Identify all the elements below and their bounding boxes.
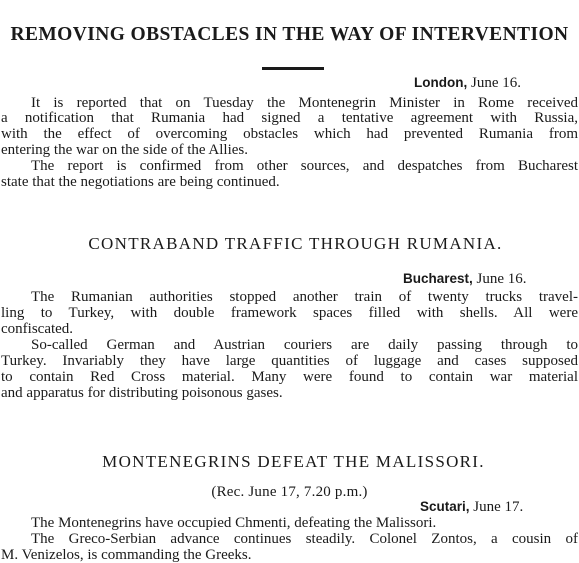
article-1-line: The report is confirmed from other sources, and despatches from Bucharest	[31, 158, 578, 174]
article-3-dateline	[420, 499, 523, 516]
article-2-line: to contain Red Cross material. Many were found to contain war material	[1, 369, 578, 385]
article-2-line: ling to Turkey, with double framework spaces filled with shells. All were	[1, 305, 578, 321]
article-3-subline: (Rec. June 17, 7.20 p.m.)	[211, 484, 368, 500]
dateline-place: Scutari,	[420, 499, 470, 514]
article-1-line: with the effect of overcoming obstacles which had prevented Rumania from	[1, 126, 578, 142]
article-1-headline: REMOVING OBSTACLES IN THE WAY OF INTERVENTION	[10, 24, 569, 45]
article-2-line: So-called German and Austrian couriers are daily passing through to	[31, 337, 578, 353]
dateline-place: London,	[414, 75, 468, 90]
dateline-date: June 16.	[476, 271, 527, 287]
article-1-dateline	[414, 75, 521, 92]
dateline-place: Bucharest,	[403, 271, 473, 286]
article-2-headline: CONTRABAND TRAFFIC THROUGH RUMANIA.	[88, 234, 503, 253]
article-3-headline: MONTENEGRINS DEFEAT THE MALISSORI.	[102, 452, 485, 471]
article-2-line: The Rumanian authorities stopped another train of twenty trucks travel-	[31, 289, 578, 305]
article-1-line: entering the war on the side of the Allies.	[1, 142, 249, 158]
article-1-line: state that the negotiations are being continued.	[1, 174, 280, 190]
article-2-dateline	[403, 271, 527, 288]
article-2-line: Turkey. Invariably they have large quantities of luggage and cases supposed	[1, 353, 578, 369]
article-1-line: It is reported that on Tuesday the Montenegrin Minister in Rome received	[31, 95, 578, 111]
article-1-line: a notification that Rumania had signed a tentative agreement with Russia,	[1, 110, 578, 126]
article-2-line: and apparatus for distributing poisonous gases.	[1, 385, 283, 401]
article-3-line: M. Venizelos, is commanding the Greeks.	[1, 547, 252, 563]
dateline-date: June 17.	[473, 499, 524, 515]
article-2-line: confiscated.	[1, 321, 74, 337]
article-3-line: The Greco-Serbian advance continues steadily. Colonel Zontos, a cousin of	[31, 531, 578, 547]
article-1-rule	[262, 67, 324, 70]
article-3-line: The Montenegrins have occupied Chmenti, defeating the Malissori.	[31, 515, 437, 531]
dateline-date: June 16.	[470, 75, 521, 91]
